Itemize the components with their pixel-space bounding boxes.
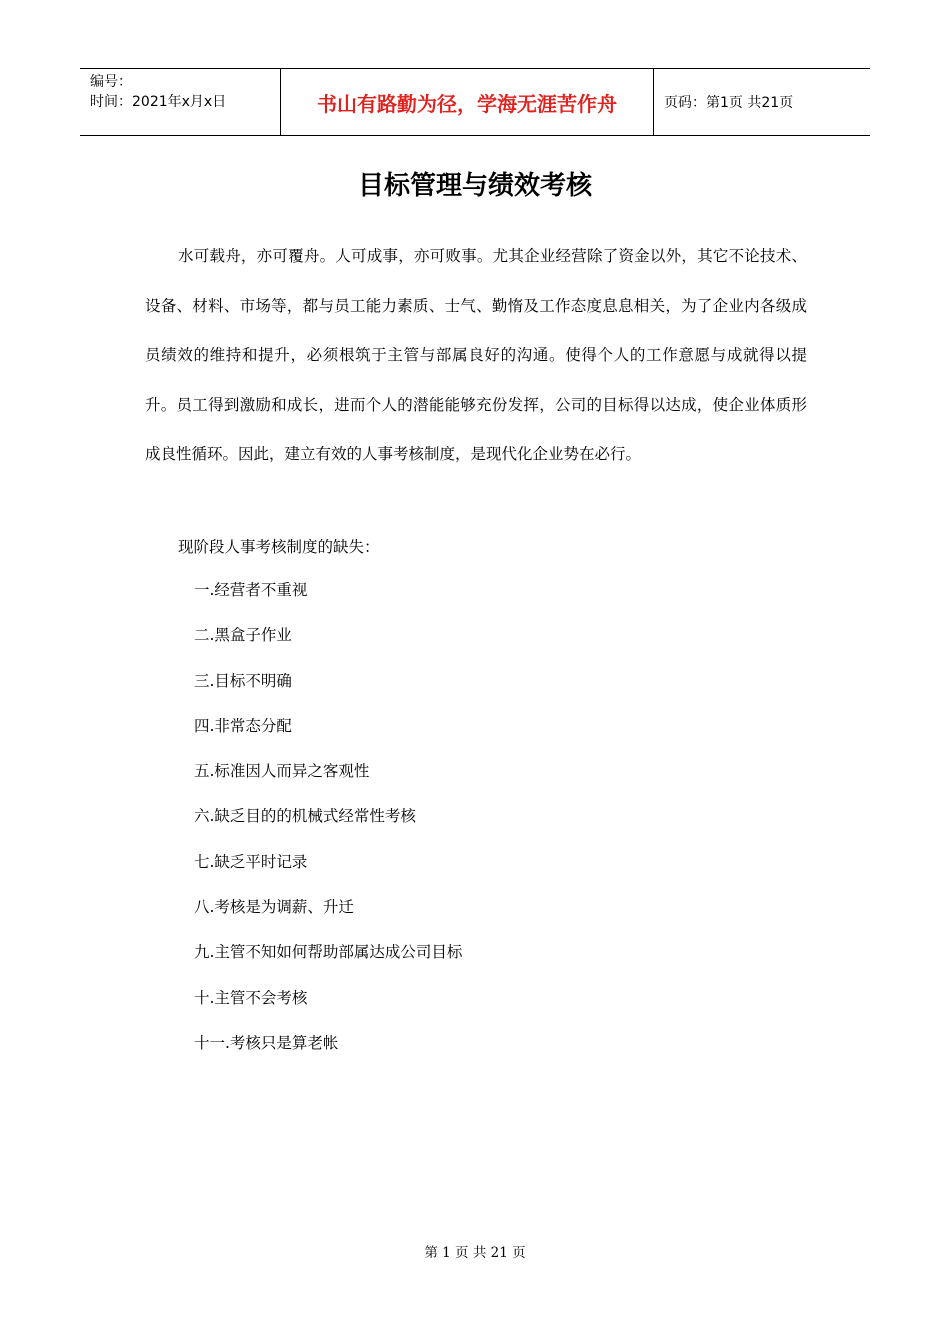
list-item: 九.主管不知如何帮助部属达成公司目标 — [194, 943, 463, 962]
list-item: 七.缺乏平时记录 — [194, 852, 308, 871]
list-item: 六.缺乏目的的机械式经常性考核 — [194, 807, 416, 826]
list-item: 八.考核是为调薪、升迁 — [194, 898, 354, 917]
list-item: 四.非常态分配 — [194, 716, 292, 735]
header-meta-cell — [80, 69, 281, 135]
number-label: 编号： — [90, 74, 132, 90]
deficiency-list — [194, 577, 462, 1075]
header-table — [80, 68, 870, 136]
page-info: 页码：第1页 共21页 — [664, 95, 794, 111]
list-item: 三.目标不明确 — [194, 671, 292, 690]
motto-text: 书山有路勤为径，学海无涯苦作舟 — [317, 91, 617, 116]
body-paragraph: 水可载舟，亦可覆舟。人可成事，亦可败事。尤其企业经营除了资金以外，其它不论技术、设备、材料、市场等，都与员工能力素质、士气、勤惰及工作态度息息相关，为了企业内各级成员绩效的维持和提升，必须根筑于主管与部属良好的沟通。使得个人的工作意愿与成就得以提升。员工得到激励和成长，进而个人的潜能能够充份发挥，公司的目标得以达成，使企业体质形成良性循环。因此，建立有效的人事考核制度，是现代化企业势在必行。 — [145, 247, 807, 463]
list-item: 十.主管不会考核 — [194, 988, 308, 1007]
document-title: 目标管理与绩效考核 — [357, 171, 592, 201]
list-intro: 现阶段人事考核制度的缺失： — [178, 538, 380, 556]
list-item: 十一.考核只是算老帐 — [194, 1033, 339, 1052]
header-page-cell — [654, 69, 870, 135]
list-item: 一.经营者不重视 — [194, 581, 308, 599]
page-footer: 第 1 页 共 21 页 — [424, 1245, 526, 1261]
header-motto-cell — [281, 69, 654, 135]
time-label: 时间：2021年x月x日 — [90, 94, 227, 110]
list-item: 五.标准因人而异之客观性 — [194, 762, 370, 781]
list-item: 二.黑盒子作业 — [194, 626, 292, 645]
